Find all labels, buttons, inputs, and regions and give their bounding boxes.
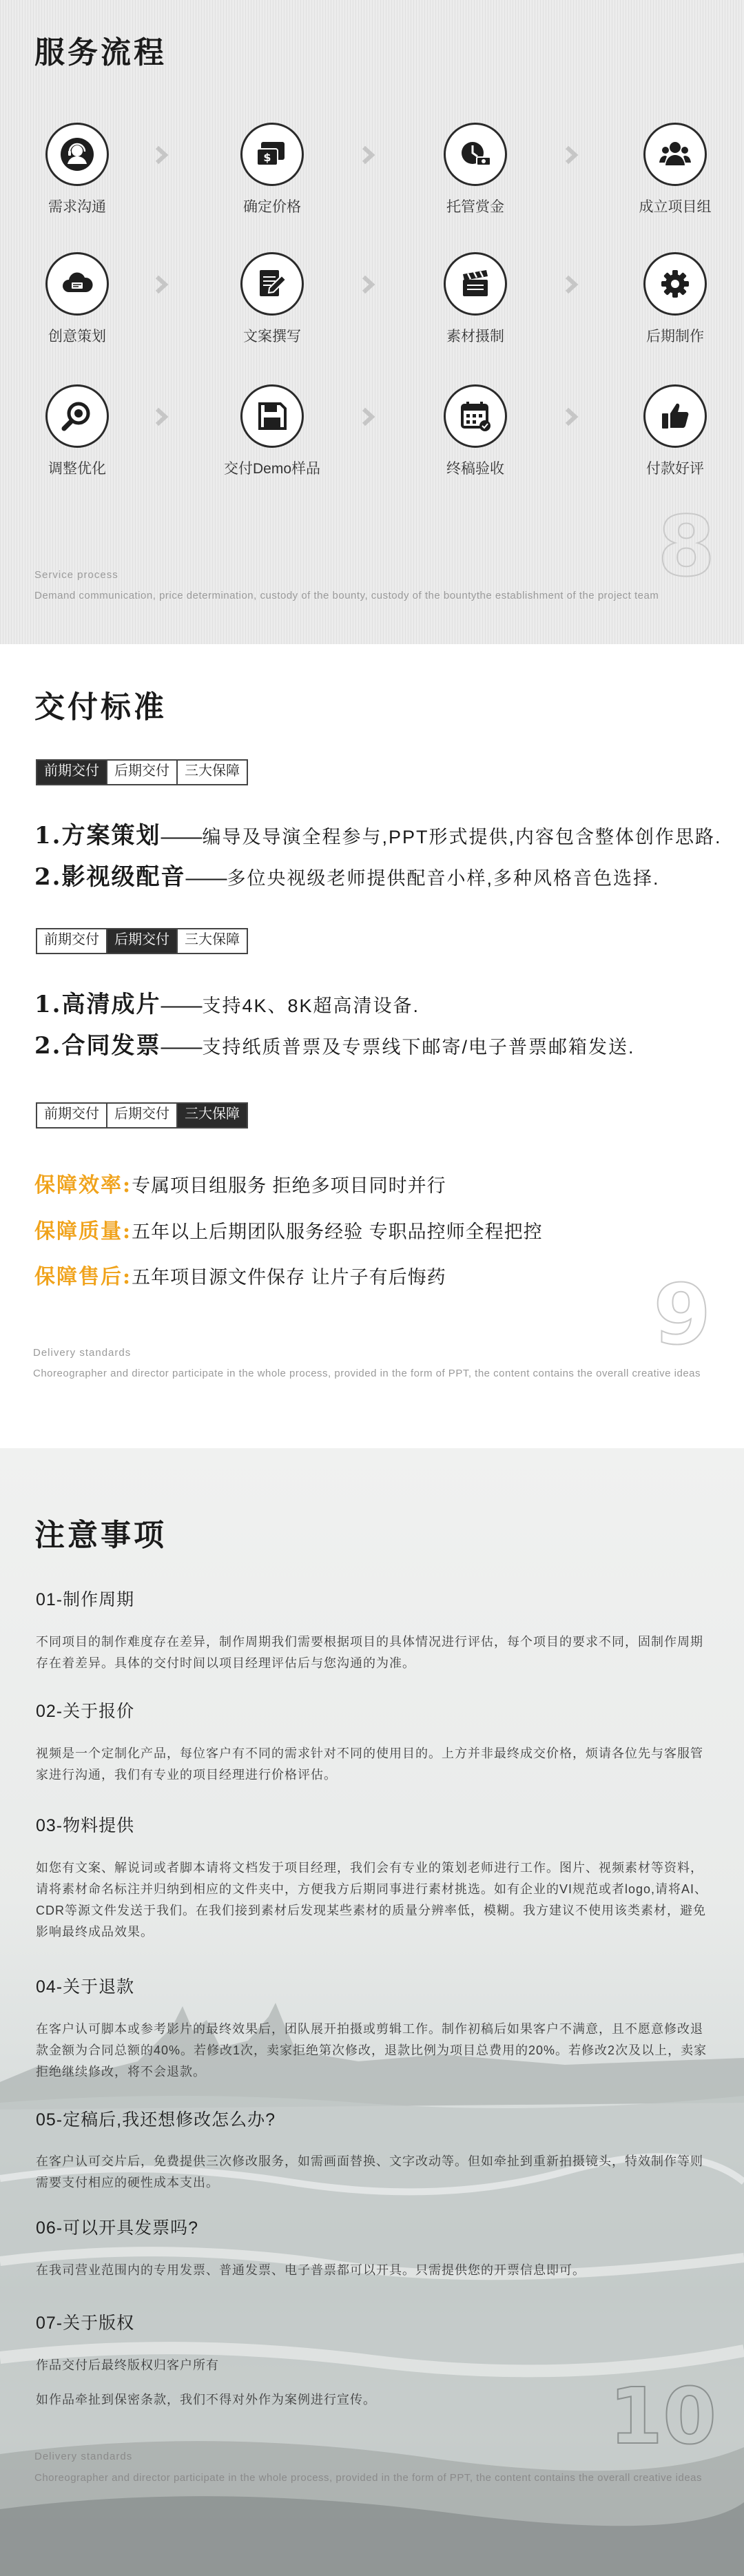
chevron-right-icon [358,406,379,427]
section-number: 9 [653,1268,711,1363]
notes-section [0,1448,744,2576]
notes-en-title: Delivery standards [34,2451,133,2462]
tab-post-delivery[interactable]: 后期交付 [107,1104,178,1127]
guarantee-item [34,1168,446,1198]
note-heading: 05-定稿后,我还想修改怎么办? [36,2110,276,2130]
calendar-check-icon [444,384,507,448]
dash: —— [161,994,203,1017]
pre-item [34,858,660,892]
post-item [34,1027,635,1060]
delivery-tabs-pre [36,759,248,785]
step-label: 后期制作 [646,329,704,344]
note-body: 不同项目的制作难度存在差异，制作周期我们需要根据项目的具体情况进行评估，每个项目的要求不同，固制作周期存在着差异。具体的交付时间以项目经理评估后与您沟通的为准。 [36,1635,703,1670]
step-label: 托管赏金 [446,199,504,215]
post-item-desc: 支持纸质普票及专票线下邮寄/电子普票邮箱发送. [202,1037,635,1058]
delivery-tabs-guarantees [36,1102,248,1129]
pre-item-head: 1.方案策划 [34,822,161,849]
thumbs-up-icon [643,384,707,448]
step-creative [8,252,146,346]
guarantee-head: 保障售后: [34,1265,132,1289]
tab-guarantees[interactable]: 三大保障 [178,1104,247,1127]
step-demo [203,384,341,478]
step-label: 交付Demo样品 [223,461,321,477]
note-heading: 02-关于报价 [36,1702,135,1721]
delivery-tabs-post [36,928,248,954]
section-number: 8 [657,499,715,595]
guarantee-item [34,1214,543,1244]
step-acceptance [406,384,544,478]
magnifier-icon [45,384,109,448]
delivery-en-desc: Choreographer and director participate in the whole process, provided in the form of PPT, the content contains the overall creative ideas [33,1368,701,1379]
step-label: 创意策划 [48,329,106,344]
step-label: 需求沟通 [48,199,106,215]
step-shooting [406,252,544,346]
sea-background-image [0,1999,744,2576]
dash: —— [161,1035,203,1058]
guarantee-desc: 专属项目组服务 拒绝多项目同时并行 [132,1175,446,1196]
clapperboard-icon [444,252,507,316]
step-requirement [8,123,146,216]
chevron-right-icon [152,274,172,295]
note-body: 在我司营业范围内的专用发票、普通发票、电子普票都可以开具。只需提供您的开票信息即可。 [36,2263,586,2277]
tab-pre-delivery[interactable]: 前期交付 [37,929,107,953]
tab-post-delivery[interactable]: 后期交付 [107,761,178,784]
guarantee-desc: 五年项目源文件保存 让片子有后悔药 [132,1267,446,1288]
process-en-title: Service process [34,569,118,581]
service-process-section [0,0,744,644]
team-icon [643,123,707,186]
step-label: 确定价格 [243,199,301,215]
pre-item [34,816,722,850]
gear-icon [643,252,707,316]
note-body: 在客户认可交片后，免费提供三次修改服务，如需画面替换、文字改动等。但如牵扯到重新拍摄镜头，特效制作等则需要支付相应的硬性成本支出。 [36,2154,703,2189]
dash: —— [161,825,203,848]
guarantee-head: 保障效率: [34,1173,132,1197]
pre-item-head: 2.影视级配音 [34,863,186,891]
step-label: 付款好评 [646,461,704,477]
delivery-en-title: Delivery standards [33,1347,132,1359]
note-heading: 03-物料提供 [36,1816,135,1835]
pre-item-desc: 编导及导演全程参与,PPT形式提供,内容包含整体创作思路. [202,827,722,847]
tab-post-delivery[interactable]: 后期交付 [107,929,178,953]
step-label: 文案撰写 [243,329,301,344]
note-heading: 04-关于退款 [36,1977,135,1997]
step-label: 终稿验收 [446,461,504,477]
note-heading: 06-可以开具发票吗? [36,2218,199,2238]
guarantee-item [34,1259,446,1290]
notes-en-desc: Choreographer and director participate in the whole process, provided in the form of PPT, the content contains the overall creative ideas [34,2472,703,2484]
note-body: 如您有文案、解说词或者脚本请将文档发于项目经理，我们会有专业的策划老师进行工作。图片、视频素材等资料，请将素材命名标注并归纳到相应的文件夹中，方便我方后期同事进行素材挑选。如有企业的VI规范或者logo,请将AI、CDR等源文件发送于我们。在我们接到素材后发现某些素材的质量分辨率低，模糊。我方建议不使用该类素材，避免影响最终成品效果。 [36,1861,708,1939]
note-heading: 07-关于版权 [36,2314,135,2333]
tab-pre-delivery[interactable]: 前期交付 [37,761,107,784]
note-body: 视频是一个定制化产品，每位客户有不同的需求针对不同的使用目的。上方并非最终成交价格，烦请各位先与客服管家进行沟通，我们有专业的项目经理进行价格评估。 [36,1746,703,1782]
tab-guarantees[interactable]: 三大保障 [178,929,247,953]
notes-title: 注意事项 [34,1518,167,1553]
step-price [203,123,341,216]
bounty-escrow-icon [444,123,507,186]
pre-item-desc: 多位央视级老师提供配音小样,多种风格音色选择. [227,868,660,889]
chevron-right-icon [561,274,582,295]
step-optimize [8,384,146,478]
cloud-idea-icon [45,252,109,316]
guarantee-head: 保障质量: [34,1219,132,1244]
process-title: 服务流程 [34,35,167,70]
chevron-right-icon [152,406,172,427]
chevron-right-icon [561,406,582,427]
step-postproduction [606,252,744,346]
step-copywriting [203,252,341,346]
delivery-standard-section [0,644,744,1448]
save-disk-icon [240,384,304,448]
step-payment [606,384,744,478]
step-label: 素材摄制 [446,329,504,344]
svg-text:$: $ [263,151,271,164]
step-label: 成立项目组 [639,199,712,215]
note-body: 在客户认可脚本或参考影片的最终效果后，团队展开拍摄或剪辑工作。制作初稿后如果客户不满意，且不愿意修改退款金额为合同总额的40%。若修改1次，卖家拒绝第次修改，退款比例为项目总费用的20%。若修改2次及以上，卖家拒绝继续修改，将不会退款。 [36,2022,707,2079]
post-item-head: 2.合同发票 [34,1032,161,1060]
step-label: 调整优化 [48,461,106,477]
chevron-right-icon [358,145,379,165]
edit-document-icon [240,252,304,316]
tab-pre-delivery[interactable]: 前期交付 [37,1104,107,1127]
note-body: 如作品牵扯到保密条款，我们不得对外作为案例进行宣传。 [36,2393,376,2407]
guarantee-desc: 五年以上后期团队服务经验 专职品控师全程把控 [132,1222,543,1242]
post-item [34,985,420,1019]
tab-guarantees[interactable]: 三大保障 [178,761,247,784]
step-team [606,123,744,216]
chevron-right-icon [358,274,379,295]
process-en-desc: Demand communication, price determination, custody of the bounty, custody of the bountythe establishment of the project team [34,590,659,601]
support-agent-icon [45,123,109,186]
money-chat-icon [240,123,304,186]
section-number: 10 [609,2372,716,2462]
chevron-right-icon [561,145,582,165]
chevron-right-icon [152,145,172,165]
delivery-title: 交付标准 [34,690,167,725]
note-body: 作品交付后最终版权归客户所有 [36,2358,219,2372]
dash: —— [185,867,227,889]
post-item-head: 1.高清成片 [34,991,161,1018]
note-heading: 01-制作周期 [36,1590,135,1609]
step-escrow [406,123,544,216]
post-item-desc: 支持4K、8K超高清设备. [202,996,420,1016]
